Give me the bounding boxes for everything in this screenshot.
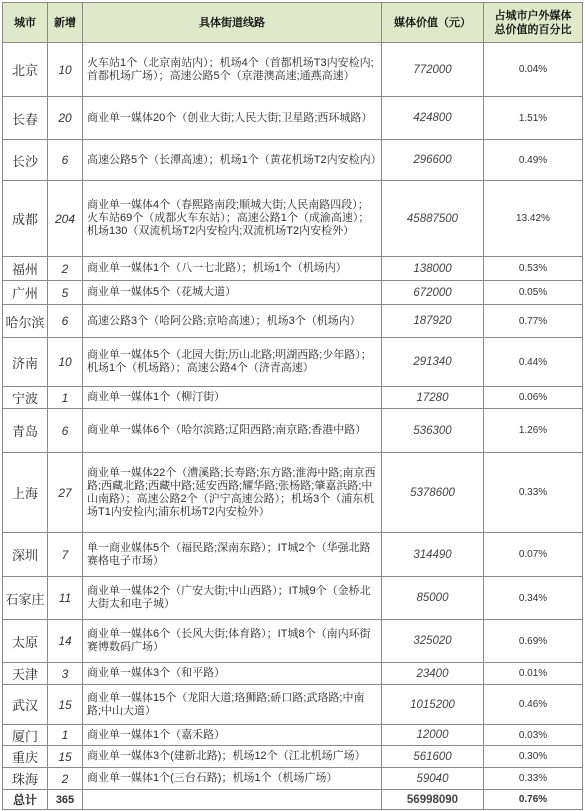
new-cell: 11 (48, 577, 83, 620)
city-cell: 太原 (3, 620, 48, 663)
table-row (3, 181, 583, 257)
route-cell: 商业单一媒体3个（和平路） (83, 663, 382, 685)
route-cell: 高速公路3个（哈阿公路;京哈高速）；机场3个（机场内） (83, 305, 382, 338)
new-cell: 6 (48, 305, 83, 338)
pct-cell: 0.01% (484, 663, 583, 685)
new-cell: 7 (48, 533, 83, 577)
new-cell: 27 (48, 453, 83, 533)
value-cell: 536300 (382, 409, 484, 453)
new-cell: 10 (48, 43, 83, 97)
value-cell: 672000 (382, 281, 484, 305)
new-cell: 6 (48, 409, 83, 453)
city-cell: 成都 (3, 181, 48, 257)
table-row (3, 281, 583, 305)
pct-cell: 0.46% (484, 685, 583, 725)
city-cell: 哈尔滨 (3, 305, 48, 338)
header-new: 新增 (48, 3, 83, 43)
table-row (3, 533, 583, 577)
total-route (83, 790, 382, 810)
route-cell: 商业单一媒体1个（八一七北路）；机场1个（机场内） (83, 257, 382, 281)
city-cell: 广州 (3, 281, 48, 305)
route-cell: 商业单一媒体1个（嘉禾路） (83, 725, 382, 746)
value-cell: 138000 (382, 257, 484, 281)
city-cell: 上海 (3, 453, 48, 533)
route-cell: 火车站1个（北京南站内）；机场4个（首都机场T3内安检内;首都机场广场）；高速公路5个（京港澳高速;通燕高速） (83, 43, 382, 97)
pct-cell: 0.05% (484, 281, 583, 305)
header-value: 媒体价值（元） (382, 3, 484, 43)
new-cell: 3 (48, 663, 83, 685)
pct-cell: 0.33% (484, 768, 583, 790)
table-row (3, 97, 583, 140)
value-cell: 12000 (382, 725, 484, 746)
pct-cell: 0.77% (484, 305, 583, 338)
table-row (3, 387, 583, 409)
value-cell: 314490 (382, 533, 484, 577)
header-route: 具体街道线路 (83, 3, 382, 43)
route-cell: 商业单一媒体4个（春熙路南段;顺城大街;人民南路四段）；火车站69个（成都火车东站）；高速公路1个（成渝高速）；机场130（双流机场T2内安检内;双流机场T2内安检外） (83, 181, 382, 257)
route-cell: 商业单一媒体15个（龙阳大道;珞狮路;硚口路;武珞路;中南路;中山大道） (83, 685, 382, 725)
value-cell: 45887500 (382, 181, 484, 257)
pct-cell: 0.33% (484, 453, 583, 533)
table-row (3, 663, 583, 685)
value-cell: 23400 (382, 663, 484, 685)
header-city: 城市 (3, 3, 48, 43)
value-cell: 325020 (382, 620, 484, 663)
city-cell: 宁波 (3, 387, 48, 409)
pct-cell: 0.69% (484, 620, 583, 663)
pct-cell: 0.30% (484, 746, 583, 768)
value-cell: 5378600 (382, 453, 484, 533)
header-pct (484, 3, 583, 43)
city-cell: 厦门 (3, 725, 48, 746)
table-row (3, 305, 583, 338)
city-cell: 天津 (3, 663, 48, 685)
city-cell: 北京 (3, 43, 48, 97)
table-row (3, 620, 583, 663)
total-row (3, 790, 583, 810)
table-row (3, 409, 583, 453)
table-row (3, 257, 583, 281)
city-cell: 石家庄 (3, 577, 48, 620)
route-cell: 单一商业媒体5个（福民路;深南东路）；IT城2个（华强北路赛格电子市场） (83, 533, 382, 577)
total-new: 365 (48, 790, 83, 810)
city-cell: 重庆 (3, 746, 48, 768)
header-row (3, 3, 583, 43)
pct-cell: 0.53% (484, 257, 583, 281)
pct-cell: 0.07% (484, 533, 583, 577)
value-cell: 424800 (382, 97, 484, 140)
header-pct-line1: 占城市户外媒体 (494, 9, 572, 22)
new-cell: 20 (48, 97, 83, 140)
value-cell: 772000 (382, 43, 484, 97)
route-cell: 商业单一媒体5个（北园大街;历山北路;明湖西路;少年路）；机场1个（机场路）；高速公路4个（济青高速） (83, 338, 382, 387)
city-cell: 福州 (3, 257, 48, 281)
pct-cell: 0.04% (484, 43, 583, 97)
total-label: 总计 (3, 790, 48, 810)
value-cell: 1015200 (382, 685, 484, 725)
new-cell: 1 (48, 387, 83, 409)
route-cell: 商业单一媒体22个（漕溪路;长寿路;东方路;淮海中路;南京西路;西藏北路;西藏中路;延安西路;耀华路;张杨路;肇嘉浜路;中山南路）；高速公路2个（沪宁高速公路）；机场3个（浦东机场T1内安检内;浦东机场T2内安检外） (83, 453, 382, 533)
route-cell: 商业单一媒体2个（广安大街;中山西路）；IT城9个（金桥北大街太和电子城） (83, 577, 382, 620)
new-cell: 204 (48, 181, 83, 257)
new-cell: 6 (48, 140, 83, 181)
city-cell: 武汉 (3, 685, 48, 725)
header-pct-line2: 总价值的百分比 (494, 23, 572, 36)
table-row (3, 43, 583, 97)
route-cell: 高速公路5个（长潭高速）；机场1个（黄花机场T2内安检内） (83, 140, 382, 181)
pct-cell: 1.26% (484, 409, 583, 453)
pct-cell: 0.34% (484, 577, 583, 620)
total-pct: 0.76% (484, 790, 583, 810)
new-cell: 1 (48, 725, 83, 746)
new-cell: 2 (48, 257, 83, 281)
pct-cell: 0.03% (484, 725, 583, 746)
table-row (3, 140, 583, 181)
route-cell: 商业单一媒体3个(建新北路)；机场12个（江北机场广场） (83, 746, 382, 768)
pct-cell: 0.06% (484, 387, 583, 409)
value-cell: 187920 (382, 305, 484, 338)
city-cell: 珠海 (3, 768, 48, 790)
route-cell: 商业单一媒体5个（花城大道） (83, 281, 382, 305)
table-row (3, 577, 583, 620)
route-cell: 商业单一媒体20个（创业大街;人民大街;卫星路;西环城路） (83, 97, 382, 140)
new-cell: 5 (48, 281, 83, 305)
total-value: 56998090 (382, 790, 484, 810)
value-cell: 59040 (382, 768, 484, 790)
pct-cell: 13.42% (484, 181, 583, 257)
city-cell: 长沙 (3, 140, 48, 181)
table-row (3, 746, 583, 768)
route-cell: 商业单一媒体1个（柳汀街） (83, 387, 382, 409)
city-cell: 青岛 (3, 409, 48, 453)
value-cell: 17280 (382, 387, 484, 409)
new-cell: 2 (48, 768, 83, 790)
city-cell: 深圳 (3, 533, 48, 577)
city-cell: 济南 (3, 338, 48, 387)
route-cell: 商业单一媒体6个（长风大街;体育路）；IT城8个（南内环街赛博数码广场） (83, 620, 382, 663)
table-row (3, 338, 583, 387)
pct-cell: 0.49% (484, 140, 583, 181)
city-cell: 长春 (3, 97, 48, 140)
table-row (3, 725, 583, 746)
route-cell: 商业单一媒体6个（哈尔滨路;辽阳西路;南京路;香港中路） (83, 409, 382, 453)
value-cell: 85000 (382, 577, 484, 620)
new-cell: 14 (48, 620, 83, 663)
new-cell: 15 (48, 746, 83, 768)
new-cell: 15 (48, 685, 83, 725)
value-cell: 561600 (382, 746, 484, 768)
table-row (3, 768, 583, 790)
new-cell: 10 (48, 338, 83, 387)
media-table (2, 2, 583, 810)
table-row (3, 453, 583, 533)
pct-cell: 1.51% (484, 97, 583, 140)
pct-cell: 0.44% (484, 338, 583, 387)
value-cell: 291340 (382, 338, 484, 387)
value-cell: 296600 (382, 140, 484, 181)
table-row (3, 685, 583, 725)
route-cell: 商业单一媒体1个(三台石路)；机场1个（机场广场） (83, 768, 382, 790)
